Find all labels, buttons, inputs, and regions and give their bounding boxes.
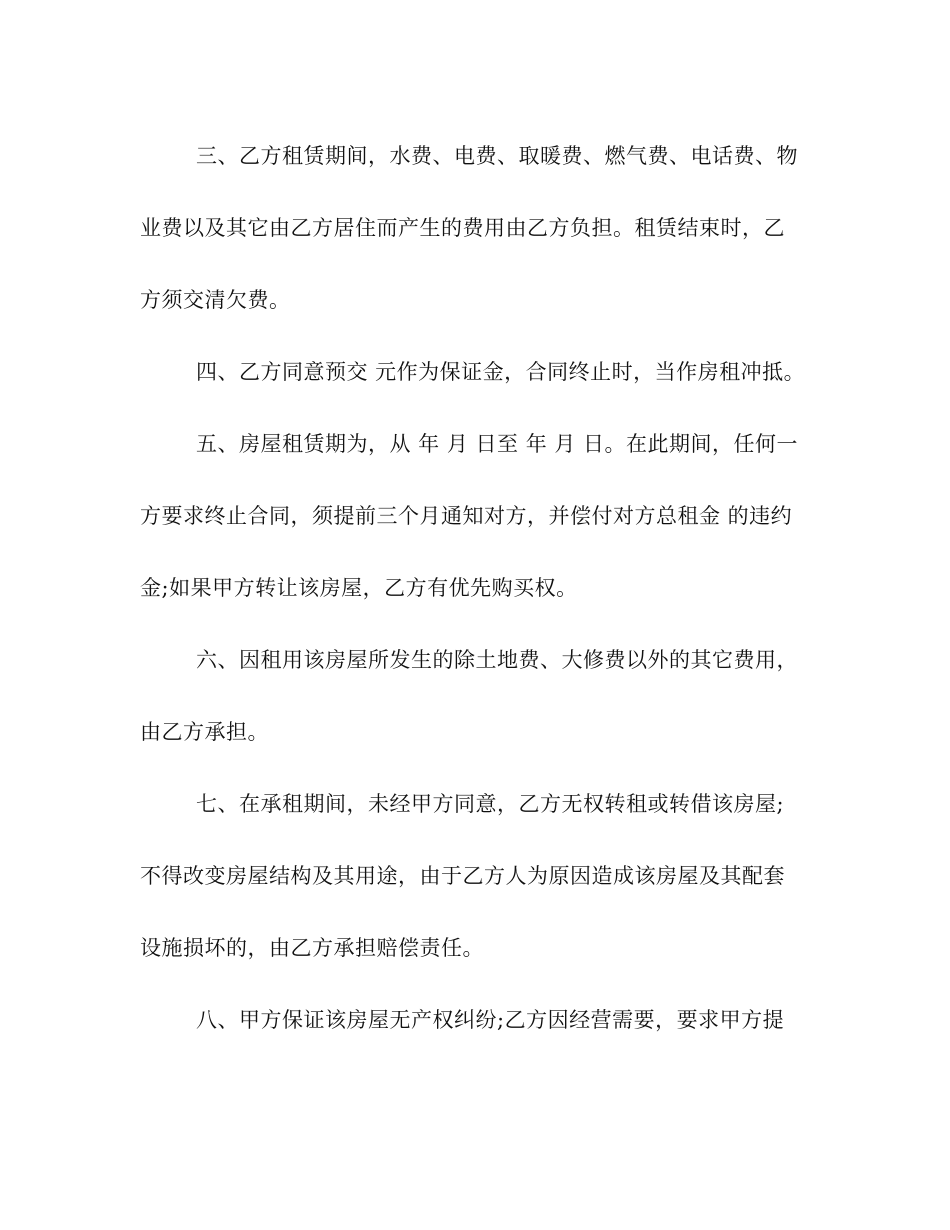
clause-5-line-1: 五、房屋租赁期为，从 年 月 日至 年 月 日。在此期间，任何一 — [196, 432, 799, 456]
clause-3-line-1: 三、乙方租赁期间，水费、电费、取暖费、燃气费、电话费、物 — [196, 144, 798, 168]
clause-7-line-1: 七、在承租期间，未经甲方同意，乙方无权转租或转借该房屋; — [196, 792, 785, 816]
clause-7-line-2: 不得改变房屋结构及其用途，由于乙方人为原因造成该房屋及其配套 — [140, 864, 785, 888]
clause-5-line-2: 方要求终止合同，须提前三个月通知对方，并偿付对方总租金 的违约 — [140, 504, 793, 528]
clause-4-line-1: 四、乙方同意预交 元作为保证金，合同终止时，当作房租冲抵。 — [196, 360, 806, 384]
clause-5-line-3: 金;如果甲方转让该房屋，乙方有优先购买权。 — [140, 576, 578, 600]
clause-6-line-2: 由乙方承担。 — [140, 720, 269, 744]
clause-6-line-1: 六、因租用该房屋所发生的除土地费、大修费以外的其它费用， — [196, 648, 798, 672]
clause-3-line-2: 业费以及其它由乙方居住而产生的费用由乙方负担。租赁结束时，乙 — [140, 216, 785, 240]
clause-8-line-1: 八、甲方保证该房屋无产权纠纷;乙方因经营需要，要求甲方提 — [196, 1008, 785, 1032]
clause-7-line-3: 设施损坏的，由乙方承担赔偿责任。 — [140, 936, 484, 960]
clause-3-line-3: 方须交清欠费。 — [140, 288, 291, 312]
